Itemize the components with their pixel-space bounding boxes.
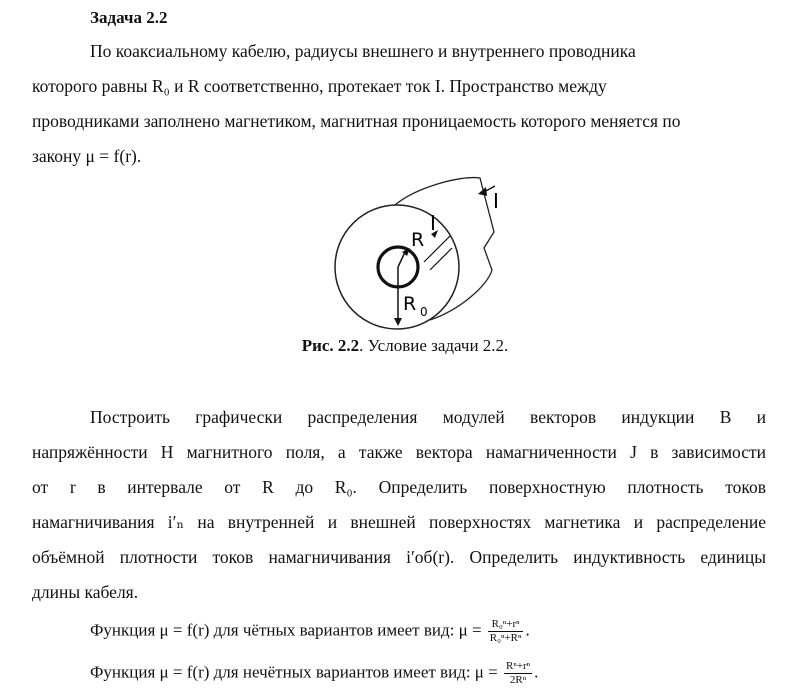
formula-odd-prefix: Функция μ = f(r) для нечётных вариантов имеет вид: μ = [90,662,503,682]
label-outer-current: I [493,189,499,213]
body-line-1: Построить графически распределения модулей векторов индукции B и [90,407,766,427]
caption-text: . Условие задачи 2.2. [359,336,509,355]
caption-label: Рис. 2.2 [301,336,360,355]
body-line-3: от r в интервале от R до R₀. Определить поверхностную плотность токов [32,477,766,497]
label-radius-inner: R [411,229,425,251]
label-radius-outer-sub: 0 [420,305,428,319]
formula-odd-fraction [504,660,532,687]
formula-even-fraction [488,618,524,645]
formula-odd-end: . [534,662,539,682]
formula-even-end: . [525,620,530,640]
formula-odd [90,660,538,687]
body-line-2: напряжённости H магнитного поля, а также вектора намагниченности J в зависимости [32,442,766,462]
outer-conductor-circle [335,205,459,329]
r0-arrow-head [394,318,402,326]
coaxial-cable-figure [320,170,520,335]
intro-line-3: проводниками заполнено магнетиком, магнитная проницаемость которого меняется по [32,111,681,131]
label-radius-outer: R [403,293,417,315]
formula-even-numerator: R₀ⁿ+rⁿ [488,618,524,632]
label-inner-current: I [430,211,436,235]
task-intro [32,34,766,174]
formula-even [90,618,530,645]
intro-line-2: которого равны R₀ и R соответственно, протекает ток I. Пространство между [32,76,607,96]
intro-line-4: закону μ = f(r). [32,146,142,166]
task-title: Задача 2.2 [90,8,168,27]
intro-line-1: По коаксиальному кабелю, радиусы внешнего и внутреннего проводника [90,41,636,61]
formula-even-prefix: Функция μ = f(r) для чётных вариантов имеет вид: μ = [90,620,486,640]
body-line-4: намагничивания i′ₙ на внутренней и внешней поверхностях магнетика и распределение [32,512,766,532]
formula-odd-denominator: 2Rⁿ [509,674,527,686]
task-body [32,400,766,610]
figure-caption [0,336,810,356]
body-line-6: длины кабеля. [32,582,139,602]
body-line-5: объёмной плотности токов намагничивания i′об(r). Определить индуктивность единицы [32,547,766,567]
formula-odd-numerator: Rⁿ+rⁿ [506,660,531,672]
formula-even-denominator: R₀ⁿ+Rⁿ [489,632,522,644]
